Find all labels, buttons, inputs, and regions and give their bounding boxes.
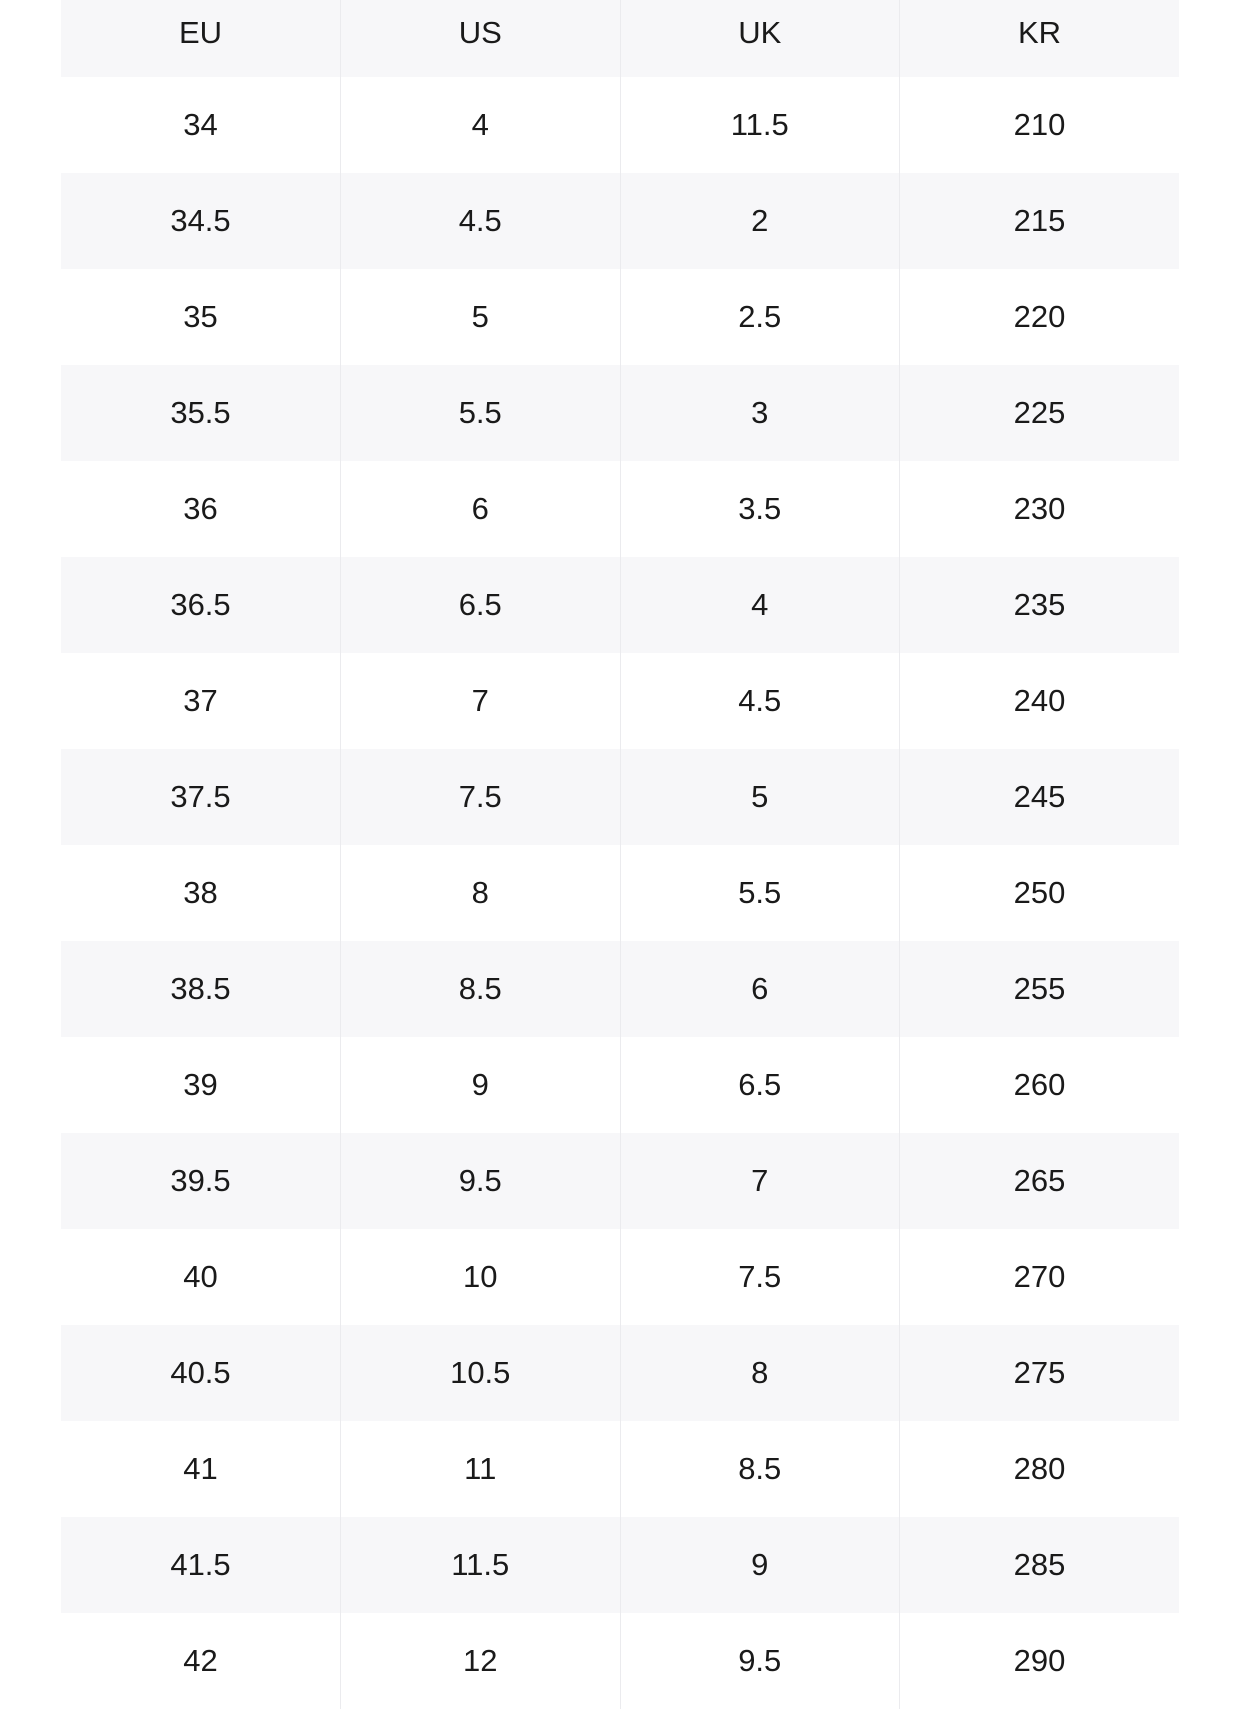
cell-kr: 250: [1013, 875, 1066, 910]
cell-eu: 37: [61, 653, 341, 749]
header-us: US: [341, 0, 621, 77]
table-row: [61, 269, 1179, 365]
table-row: [61, 557, 1179, 653]
header-uk: UK: [620, 0, 900, 77]
cell-eu: 34: [61, 77, 341, 173]
cell-us: 7: [341, 653, 621, 749]
cell-us: 8: [341, 845, 621, 941]
cell-uk: 9.5: [620, 1613, 900, 1709]
cell-us: 10.5: [341, 1325, 621, 1421]
cell-uk: 11.5: [620, 77, 900, 173]
cell-uk: 3: [620, 365, 900, 461]
table-row: [61, 845, 1179, 941]
cell-eu: 38: [61, 845, 341, 941]
table-row: [61, 365, 1179, 461]
cell-uk: 7.5: [620, 1229, 900, 1325]
cell-us: 11: [341, 1421, 621, 1517]
cell-uk: 5.5: [620, 845, 900, 941]
table-row: [61, 749, 1179, 845]
cell-kr: 240: [1013, 683, 1066, 718]
table-row: [61, 173, 1179, 269]
cell-eu: 40: [61, 1229, 341, 1325]
cell-eu: 35: [61, 269, 341, 365]
cell-kr: 235: [1013, 587, 1066, 622]
size-chart-header: [61, 0, 1179, 77]
table-row: [61, 1133, 1179, 1229]
cell-uk: 6.5: [620, 1037, 900, 1133]
cell-uk: 2: [620, 173, 900, 269]
cell-us: 12: [341, 1613, 621, 1709]
cell-uk: 4: [620, 557, 900, 653]
table-row: [61, 653, 1179, 749]
cell-eu: 41.5: [61, 1517, 341, 1613]
cell-us: 9: [341, 1037, 621, 1133]
cell-kr: 225: [1013, 395, 1066, 430]
cell-kr: 255: [1013, 971, 1066, 1006]
cell-eu: 41: [61, 1421, 341, 1517]
cell-us: 9.5: [341, 1133, 621, 1229]
cell-us: 10: [341, 1229, 621, 1325]
cell-eu: 39: [61, 1037, 341, 1133]
cell-us: 8.5: [341, 941, 621, 1037]
header-row: [61, 0, 1179, 77]
cell-kr: 245: [1013, 779, 1066, 814]
cell-kr: 290: [1013, 1643, 1066, 1678]
cell-eu: 35.5: [61, 365, 341, 461]
table-row: [61, 1517, 1179, 1613]
cell-uk: 9: [620, 1517, 900, 1613]
cell-kr: 275: [1013, 1355, 1066, 1390]
cell-us: 5: [341, 269, 621, 365]
header-kr: KR: [1017, 14, 1062, 50]
cell-uk: 6: [620, 941, 900, 1037]
cell-eu: 37.5: [61, 749, 341, 845]
cell-eu: 38.5: [61, 941, 341, 1037]
cell-uk: 2.5: [620, 269, 900, 365]
cell-uk: 4.5: [620, 653, 900, 749]
table-row: [61, 1325, 1179, 1421]
table-row: [61, 77, 1179, 173]
cell-us: 4.5: [341, 173, 621, 269]
size-chart-body: [61, 77, 1179, 1709]
cell-us: 4: [341, 77, 621, 173]
cell-eu: 39.5: [61, 1133, 341, 1229]
cell-kr: 230: [1013, 491, 1066, 526]
cell-us: 7.5: [341, 749, 621, 845]
table-row: [61, 941, 1179, 1037]
cell-us: 6: [341, 461, 621, 557]
cell-kr: 285: [1013, 1547, 1066, 1582]
cell-uk: 7: [620, 1133, 900, 1229]
cell-eu: 36: [61, 461, 341, 557]
cell-eu: 42: [61, 1613, 341, 1709]
table-row: [61, 1037, 1179, 1133]
cell-us: 5.5: [341, 365, 621, 461]
table-row: [61, 1229, 1179, 1325]
cell-uk: 8.5: [620, 1421, 900, 1517]
table-row: [61, 1421, 1179, 1517]
cell-uk: 3.5: [620, 461, 900, 557]
header-eu: EU: [61, 0, 341, 77]
table-row: [61, 461, 1179, 557]
cell-kr: 210: [1013, 107, 1066, 142]
cell-kr: 260: [1013, 1067, 1066, 1102]
cell-kr: 265: [1013, 1163, 1066, 1198]
cell-kr: 270: [1013, 1259, 1066, 1294]
cell-uk: 5: [620, 749, 900, 845]
cell-us: 6.5: [341, 557, 621, 653]
cell-eu: 34.5: [61, 173, 341, 269]
cell-kr: 215: [1013, 203, 1066, 238]
size-chart-table: [61, 0, 1179, 1709]
cell-eu: 36.5: [61, 557, 341, 653]
cell-eu: 40.5: [61, 1325, 341, 1421]
cell-kr: 220: [1013, 299, 1066, 334]
cell-kr: 280: [1013, 1451, 1066, 1486]
cell-us: 11.5: [341, 1517, 621, 1613]
cell-uk: 8: [620, 1325, 900, 1421]
